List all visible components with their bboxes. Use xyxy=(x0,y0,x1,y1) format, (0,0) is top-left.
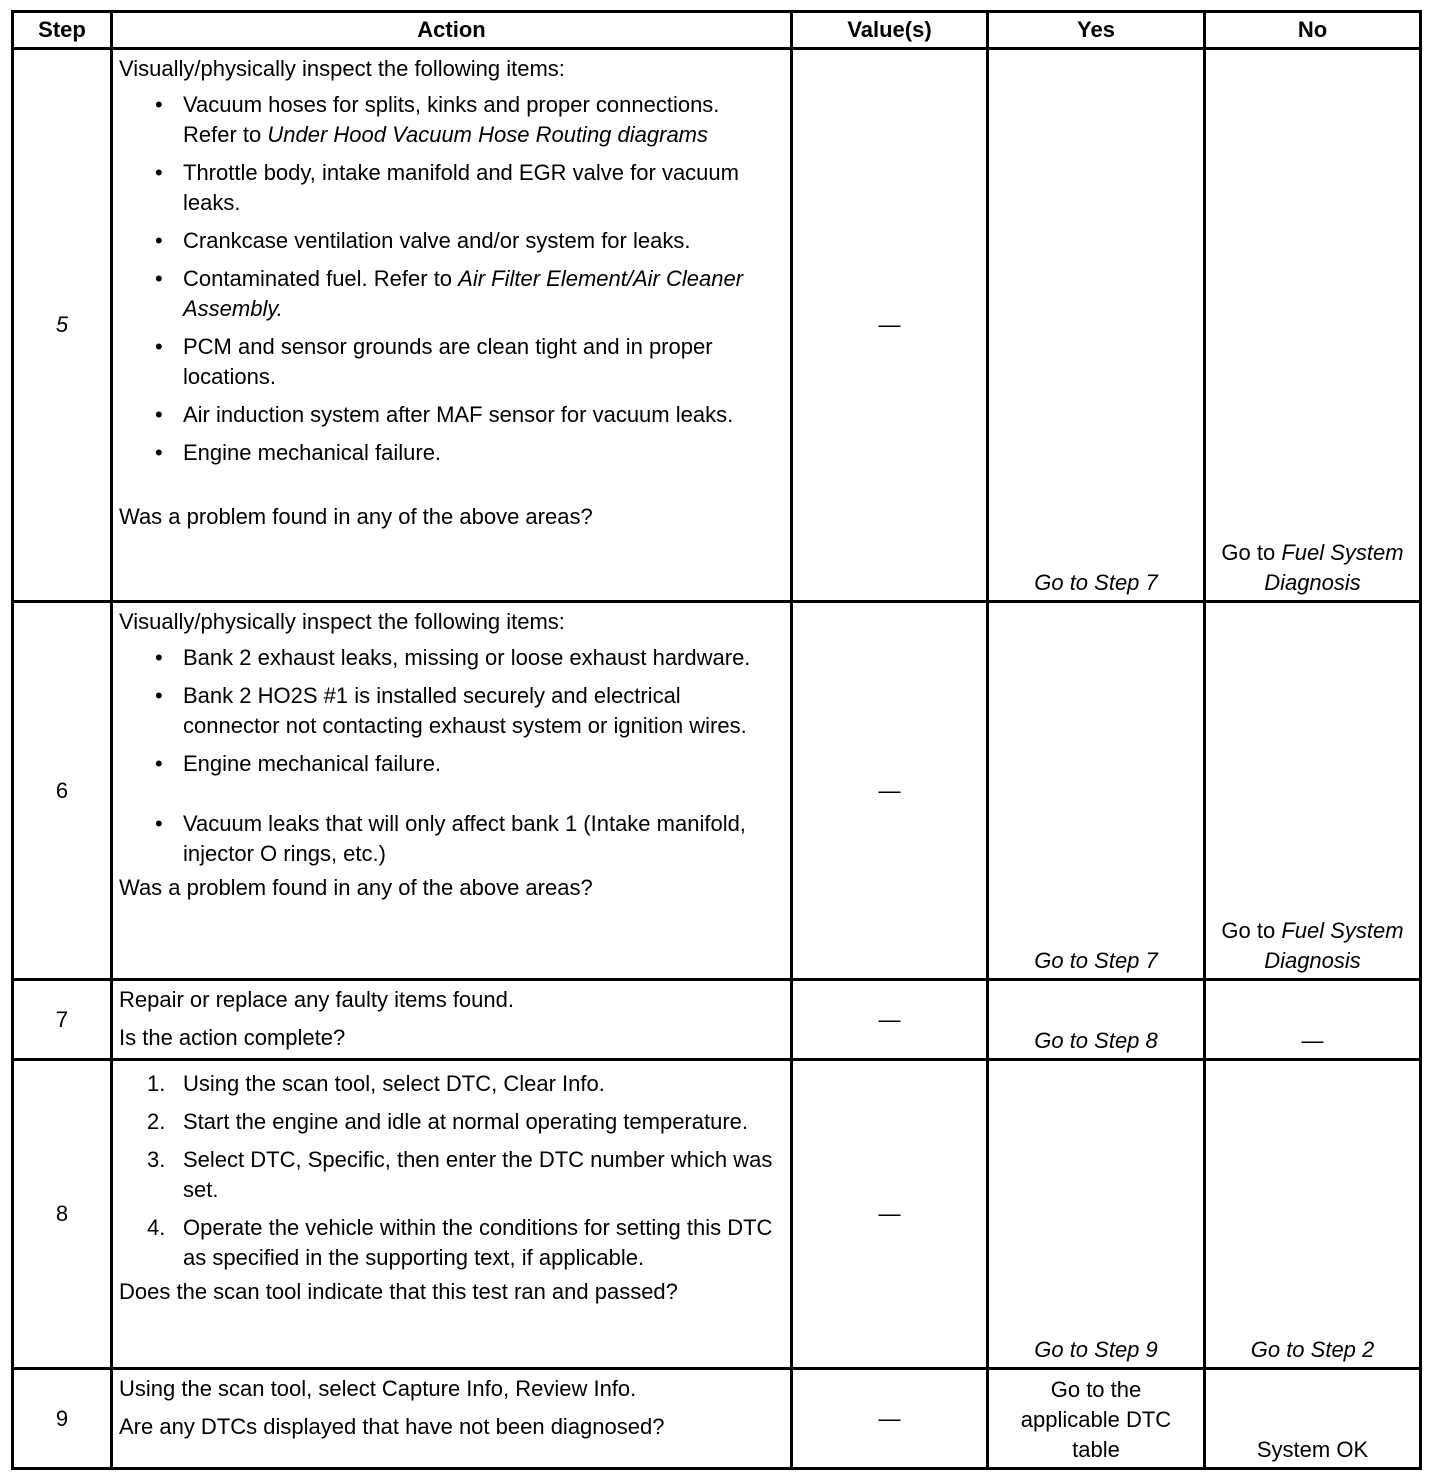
yes-cell xyxy=(988,602,1205,980)
list-item xyxy=(119,749,784,779)
action-question: Was a problem found in any of the above areas? xyxy=(119,875,593,900)
no-prefix: Go to xyxy=(1221,918,1282,943)
bullet-text: Contaminated fuel. Refer to xyxy=(183,266,459,291)
bullet-icon: • xyxy=(155,334,163,359)
header-values: Value(s) xyxy=(792,12,988,49)
bullet-list xyxy=(119,643,784,869)
list-item xyxy=(119,400,784,430)
yes-cell xyxy=(988,980,1205,1060)
header-yes: Yes xyxy=(988,12,1205,49)
value-cell: — xyxy=(792,980,988,1060)
no-link[interactable]: Fuel System Diagnosis xyxy=(1264,540,1404,595)
list-item xyxy=(119,438,784,468)
action-cell xyxy=(112,980,792,1060)
bullet-icon: • xyxy=(155,266,163,291)
bullet-list xyxy=(119,90,784,468)
no-link[interactable]: Fuel System Diagnosis xyxy=(1264,918,1404,973)
bullet-icon: • xyxy=(155,811,163,836)
spacer xyxy=(119,476,784,502)
action-question: Is the action complete? xyxy=(119,1025,346,1050)
diagnostic-table xyxy=(11,10,1422,1470)
reference-link[interactable]: Under Hood Vacuum Hose Routing diagrams xyxy=(267,122,709,147)
no-cell xyxy=(1205,602,1421,980)
bullet-text: Crankcase ventilation valve and/or system for leaks. xyxy=(183,228,691,253)
action-intro: Visually/physically inspect the following items: xyxy=(119,56,565,81)
header-step: Step xyxy=(13,12,112,49)
list-text: Operate the vehicle within the conditions for setting this DTC as specified in the supporting text, if applicable. xyxy=(183,1215,773,1270)
yes-link[interactable]: Go to Step 8 xyxy=(1034,1028,1158,1053)
bullet-icon: • xyxy=(155,440,163,465)
list-item xyxy=(119,1213,784,1273)
bullet-icon: • xyxy=(155,751,163,776)
list-item xyxy=(119,226,784,256)
list-number: 2. xyxy=(147,1109,166,1134)
bullet-text: Engine mechanical failure. xyxy=(183,440,442,465)
list-item xyxy=(119,158,784,218)
value-cell: — xyxy=(792,602,988,980)
bullet-icon: • xyxy=(155,402,163,427)
bullet-text: Bank 2 exhaust leaks, missing or loose exhaust hardware. xyxy=(183,645,751,670)
header-no: No xyxy=(1205,12,1421,49)
step-number: 5 xyxy=(13,49,112,602)
value-cell: — xyxy=(792,1060,988,1369)
bullet-text: Bank 2 HO2S #1 is installed securely and electrical connector not contacting exhaust system or ignition wires. xyxy=(183,683,747,738)
action-line: Using the scan tool, select Capture Info, Review Info. xyxy=(119,1376,637,1401)
list-number: 3. xyxy=(147,1147,166,1172)
list-item xyxy=(119,264,784,324)
header-action: Action xyxy=(112,12,792,49)
action-question: Are any DTCs displayed that have not been diagnosed? xyxy=(119,1414,665,1439)
list-number: 1. xyxy=(147,1071,166,1096)
bullet-icon: • xyxy=(155,645,163,670)
table-row-step-8 xyxy=(13,1060,1421,1369)
reference-link[interactable]: Air Filter Element/Air Cleaner Assembly. xyxy=(183,266,744,321)
table-row-step-9 xyxy=(13,1369,1421,1469)
action-question: Does the scan tool indicate that this test ran and passed? xyxy=(119,1279,678,1304)
bullet-text: Air induction system after MAF sensor for vacuum leaks. xyxy=(183,402,734,427)
bullet-text: Throttle body, intake manifold and EGR valve for vacuum leaks. xyxy=(183,160,739,215)
list-item xyxy=(119,1145,784,1205)
step-number: 9 xyxy=(13,1369,112,1469)
action-cell xyxy=(112,1060,792,1369)
action-line: Repair or replace any faulty items found. xyxy=(119,987,514,1012)
bullet-icon: • xyxy=(155,228,163,253)
action-question: Was a problem found in any of the above areas? xyxy=(119,504,593,529)
bullet-icon: • xyxy=(155,160,163,185)
action-intro: Visually/physically inspect the following items: xyxy=(119,609,565,634)
numbered-list xyxy=(119,1069,784,1273)
yes-cell xyxy=(988,1369,1205,1469)
table-row-step-6 xyxy=(13,602,1421,980)
yes-link[interactable]: Go to Step 9 xyxy=(1034,1337,1158,1362)
list-text: Select DTC, Specific, then enter the DTC number which was set. xyxy=(183,1147,773,1202)
yes-link[interactable]: Go to Step 7 xyxy=(1034,948,1158,973)
bullet-icon: • xyxy=(155,92,163,117)
action-cell xyxy=(112,49,792,602)
table-row-step-5 xyxy=(13,49,1421,602)
action-cell xyxy=(112,602,792,980)
list-item xyxy=(119,681,784,741)
list-text: Using the scan tool, select DTC, Clear Info. xyxy=(183,1071,605,1096)
step-number: 7 xyxy=(13,980,112,1060)
value-cell: — xyxy=(792,1369,988,1469)
bullet-text: Vacuum leaks that will only affect bank 1 (Intake manifold, injector O rings, etc.) xyxy=(183,811,746,866)
list-item xyxy=(119,90,784,150)
no-cell xyxy=(1205,49,1421,602)
no-link[interactable]: Go to Step 2 xyxy=(1250,1337,1375,1362)
yes-cell xyxy=(988,49,1205,602)
header-row xyxy=(13,12,1421,49)
list-item xyxy=(119,643,784,673)
table-row-step-7 xyxy=(13,980,1421,1060)
list-item xyxy=(119,809,784,869)
action-cell xyxy=(112,1369,792,1469)
yes-link[interactable]: Go to the applicable DTC table xyxy=(1020,1377,1172,1462)
bullet-text: Vacuum hoses for splits, kinks and proper connections. Refer to xyxy=(183,92,720,147)
list-item xyxy=(119,1069,784,1099)
step-number: 8 xyxy=(13,1060,112,1369)
list-text: Start the engine and idle at normal operating temperature. xyxy=(183,1109,749,1134)
bullet-icon: • xyxy=(155,683,163,708)
list-item xyxy=(119,332,784,392)
step-number: 6 xyxy=(13,602,112,980)
yes-link[interactable]: Go to Step 7 xyxy=(1034,570,1158,595)
bullet-text: PCM and sensor grounds are clean tight and in proper locations. xyxy=(183,334,713,389)
no-cell: — xyxy=(1205,980,1421,1060)
list-item xyxy=(119,1107,784,1137)
no-cell xyxy=(1205,1060,1421,1369)
value-cell: — xyxy=(792,49,988,602)
bullet-text: Engine mechanical failure. xyxy=(183,751,442,776)
yes-cell xyxy=(988,1060,1205,1369)
list-number: 4. xyxy=(147,1215,166,1240)
no-cell: System OK xyxy=(1205,1369,1421,1469)
no-prefix: Go to xyxy=(1221,540,1282,565)
